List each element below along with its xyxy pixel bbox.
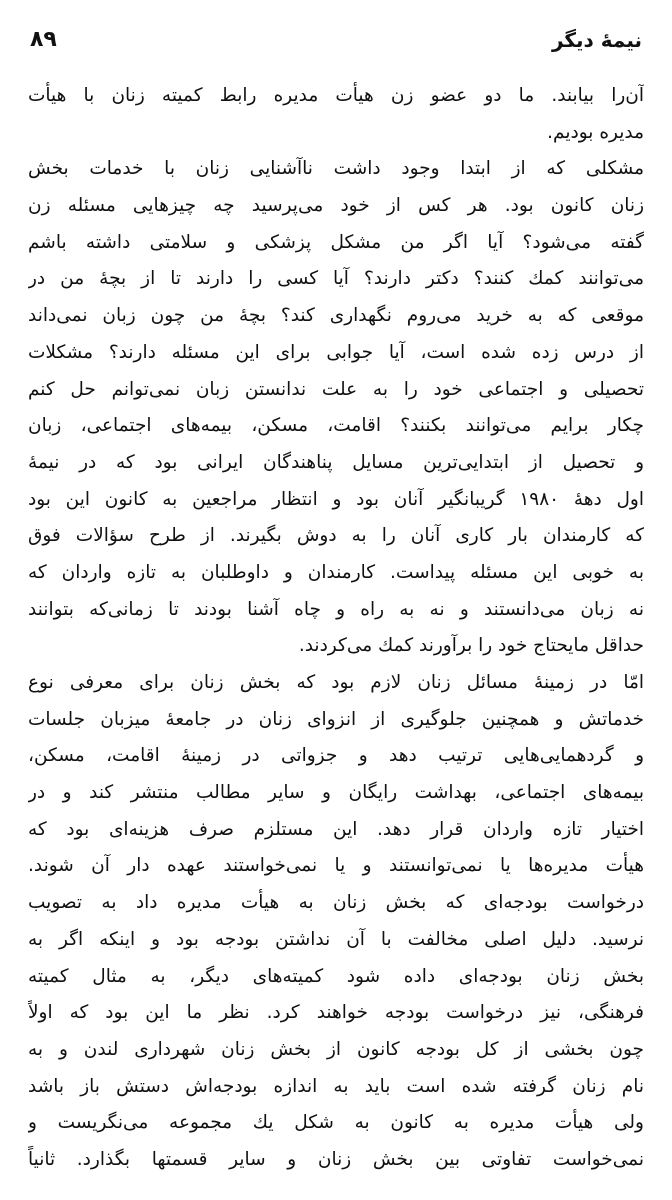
text-line: آن‌را بیابند. ما دو عضو زن هیأت مدیره رابط کمیته زنان با هیأت <box>28 85 644 106</box>
text-line: و تحصیل از ابتدایی‌ترین مسایل پناهندگان ایرانی بود که در نیمهٔ <box>28 451 644 473</box>
text-line: هیأت مدیره‌ها یا نمی‌توانستند و یا نمی‌خواستند عهده دار آن شوند. <box>28 855 644 877</box>
text-line: از درس زده شده است، آیا جوابی برای این مسئله دارند؟ مشکلات <box>28 341 644 363</box>
text-line: نه زبان می‌دانستند و نه به راه و چاه آشنا بودند تا زمانی‌که بتوانند <box>28 598 644 620</box>
text-line: خدماتش و همچنین جلوگیری از انزوای زنان در جامعهٔ میزبان جلسات <box>28 708 644 730</box>
body-text <box>28 78 644 1179</box>
text-line: درخواست بودجه‌ای که بخش زنان به هیأت مدیره داد به تصویب <box>28 892 644 914</box>
text-line: اختیار تازه واردان قرار دهد. این مستلزم صرف هزینه‌ای بود که <box>28 818 644 840</box>
text-line: بیمه‌های اجتماعی، بهداشت رایگان و سایر مطالب منتشر کند و در <box>28 782 644 804</box>
page-number: ۸۹ <box>30 27 57 52</box>
text-line: موقعی که به خرید می‌روم نگهداری کند؟ بچهٔ من چون زبان نمی‌داند <box>28 305 644 327</box>
text-line: چکار برایم می‌توانند بکنند؟ اقامت، مسکن، بیمه‌های اجتماعی، زبان <box>28 415 644 437</box>
text-line: مدیره بودیم. <box>547 121 644 143</box>
text-line: می‌توانند کمك کنند؟ دکتر دارند؟ آیا کسی را دارند تا از بچهٔ من در <box>28 268 644 290</box>
text-line: نرسید. دلیل اصلی مخالفت با آن نداشتن بودجه بود و اینکه اگر به <box>28 928 644 950</box>
text-line: بخش زنان بودجه‌ای داده شود کمیته‌های دیگر، به مثال کمیته <box>28 965 644 987</box>
page-header <box>30 20 642 60</box>
text-line: به خوبی این مسئله پیداست. کارمندان و داوطلبان به تازه واردان که <box>28 561 644 583</box>
text-line: زنان کانون بود. هر کس از خود می‌پرسید چه چیزهایی مسئله زن <box>28 195 644 217</box>
text-line: مشکلی که از ابتدا وجود داشت ناآشنایی زنان با خدمات بخش <box>28 158 644 180</box>
text-line: که کارمندان بار کاری آنان را به دوش بگیرند. از طرح سؤالات فوق <box>28 525 644 547</box>
running-title: نیمهٔ دیگر <box>551 28 642 52</box>
text-line: و گردهمایی‌هایی ترتیب دهد و جزواتی در زمینهٔ اقامت، مسکن، <box>28 745 644 767</box>
text-line: حداقل مایحتاج خود را برآورند کمك می‌کردند. <box>298 635 644 657</box>
text-line: چون بخشی از کل بودجه کانون از بخش زنان شهرداری لندن و به <box>28 1038 644 1060</box>
text-line: گفته می‌شود؟ آیا اگر من مشکل پزشکی و سلامتی داشته باشم <box>28 231 644 253</box>
text-line: نام زنان گرفته شده است باید به اندازه بودجه‌اش دستش باز باشد <box>28 1075 644 1097</box>
text-line: تحصیلی و اجتماعی خود را به علت ندانستن زبان نمی‌توانم حل کنم <box>28 378 644 400</box>
text-line: نمی‌خواست تفاوتی بین بخش زنان و سایر قسمتها بگذارد. ثانیاً <box>28 1148 644 1170</box>
text-line: امّا در زمینهٔ مسائل زنان لازم بود که بخش زنان برای معرفی نوع <box>28 672 644 693</box>
text-line: ولی هیأت مدیره به کانون به شکل یك مجموعه می‌نگریست و <box>28 1112 644 1134</box>
text-line: فرهنگی، نیز درخواست بودجه خواهند کرد. نظر ما این بود که اولاً <box>28 1002 644 1024</box>
text-line: اول دههٔ ۱۹۸۰ گریبانگیر آنان بود و انتظار مراجعین به کانون این بود <box>28 488 644 510</box>
